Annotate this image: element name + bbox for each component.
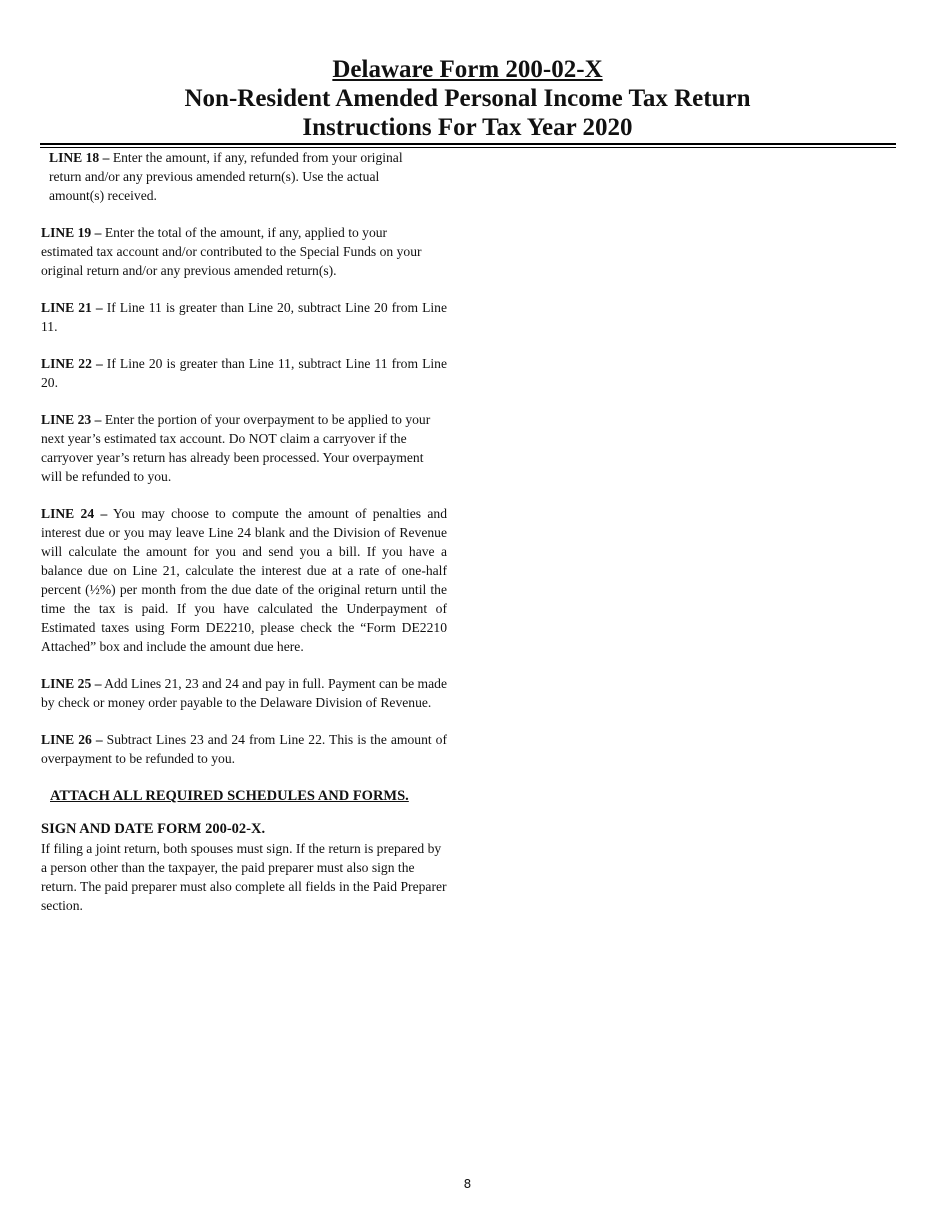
instructions-column: [41, 148, 447, 915]
line-19-instruction: LINE 19 – Enter the total of the amount, if any, applied to your estimated tax account and/or contributed to the Special Funds on your original return and/or any previous amended return(s).: [41, 225, 422, 278]
line-26-instruction: LINE 26 – Subtract Lines 23 and 24 from Line 22. This is the amount of overpayment to be refunded to you.: [41, 732, 447, 766]
sign-body: If filing a joint return, both spouses must sign. If the return is prepared by a person other than the taxpayer, the paid preparer must also sign the return. The paid preparer must also complete all fields in the Paid Preparer section.: [41, 841, 447, 913]
header-rule-thick: [40, 143, 896, 145]
tax-year-line: Instructions For Tax Year 2020: [302, 114, 633, 141]
page-header: [0, 55, 935, 142]
line-23-instruction: LINE 23 – Enter the portion of your overpayment to be applied to your next year’s estimated tax account. Do NOT claim a carryover if the carryover year’s return has already been processed. Your overpayment will be refunded to you.: [41, 412, 431, 484]
form-subtitle: Non-Resident Amended Personal Income Tax Return: [184, 85, 751, 112]
line-25-instruction: LINE 25 – Add Lines 21, 23 and 24 and pay in full. Payment can be made by check or money order payable to the Delaware Division of Revenue.: [41, 676, 447, 710]
line-21-instruction: LINE 21 – If Line 11 is greater than Line 20, subtract Line 20 from Line 11.: [41, 300, 447, 334]
page-number: 8: [463, 1177, 472, 1191]
attach-notice: ATTACH ALL REQUIRED SCHEDULES AND FORMS.: [50, 788, 409, 804]
line-22-instruction: LINE 22 – If Line 20 is greater than Line 11, subtract Line 11 from Line 20.: [41, 356, 447, 390]
sign-heading: SIGN AND DATE FORM 200-02-X.: [41, 821, 266, 837]
line-24-instruction: LINE 24 – You may choose to compute the amount of penalties and interest due or you may leave Line 24 blank and the Division of Revenue will calculate the amount for you and send you a bill. If you have a balance due on Line 21, calculate the interest due at a rate of one-half percent (½%) per month from the due date of the original return until the time the tax is paid. If you have calculated the Underpayment of Estimated taxes using Form DE2210, please check the “Form DE2210 Attached” box and include the amount due here.: [41, 506, 447, 654]
line-18-instruction: LINE 18 – Enter the amount, if any, refunded from your original return and/or any previous amended return(s). Use the actual amount(s) received.: [49, 150, 403, 203]
form-title: Delaware Form 200-02-X: [332, 56, 603, 83]
